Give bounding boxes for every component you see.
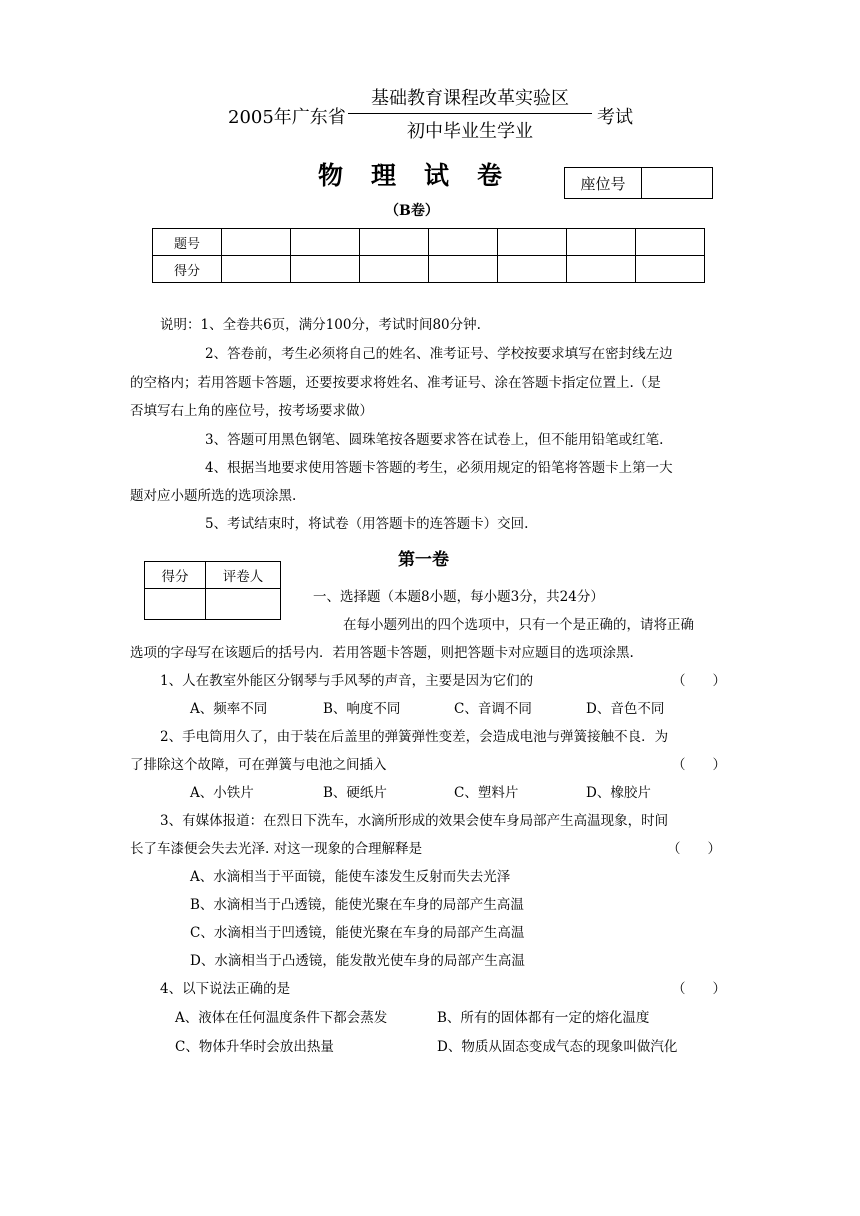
score-table xyxy=(152,228,705,283)
question-stem: 了排除这个故障，可在弹簧与电池之间插入 xyxy=(130,757,387,773)
instruction-line: 的空格内；若用答题卡答题，还要按要求将姓名、准考证号、涂在答题卡指定位置上.（是 xyxy=(130,375,661,391)
option-d: D、水滴相当于凸透镜，能发散光使车身的局部产生高温 xyxy=(190,953,525,969)
score-cell[interactable] xyxy=(498,256,567,283)
score-cell[interactable] xyxy=(498,229,567,256)
instruction-line: 否填写右上角的座位号，按考场要求做） xyxy=(130,403,373,419)
question-stem: 长了车漆便会失去光泽. 对这一现象的合理解释是 xyxy=(130,841,423,857)
seat-number-box xyxy=(564,167,713,199)
question-stem: 1、人在教室外能区分钢琴与手风琴的声音，主要是因为它们的 xyxy=(160,673,534,689)
section-heading: 一、选择题（本题8小题，每小题3分，共24分） xyxy=(313,589,604,605)
section-desc: 在每小题列出的四个选项中，只有一个是正确的，请将正确 xyxy=(343,617,694,633)
option-a: A、小铁片 xyxy=(190,785,254,801)
instruction-line: 2、答卷前，考生必须将自己的姓名、准考证号、学校按要求填写在密封线左边 xyxy=(205,346,673,362)
table-row xyxy=(153,256,705,283)
instruction-line: 3、答题可用黑色钢笔、圆珠笔按各题要求答在试卷上，但不能用铅笔或红笔. xyxy=(205,432,664,448)
header-suffix: 考试 xyxy=(597,107,633,128)
option-a: A、水滴相当于平面镜，能使车漆发生反射而失去光泽 xyxy=(190,869,511,885)
grader-name-label: 评卷人 xyxy=(206,562,281,589)
score-cell[interactable] xyxy=(222,229,291,256)
answer-parens[interactable]: （ ） xyxy=(667,841,721,857)
score-cell[interactable] xyxy=(636,229,705,256)
score-row-label: 题号 xyxy=(153,229,222,256)
page-title: 物理试卷 xyxy=(318,161,531,190)
score-cell[interactable] xyxy=(429,229,498,256)
option-c: C、物体升华时会放出热量 xyxy=(175,1039,334,1055)
option-c: C、塑料片 xyxy=(454,785,519,801)
answer-parens[interactable]: （ ） xyxy=(672,981,726,997)
fraction-top: 基础教育课程改革实验区 xyxy=(371,88,569,109)
table-row xyxy=(145,589,281,620)
option-b: B、所有的固体都有一定的熔化温度 xyxy=(437,1010,650,1026)
answer-parens[interactable]: （ ） xyxy=(672,673,726,689)
paper-version: （B卷） xyxy=(385,203,439,219)
score-cell[interactable] xyxy=(291,229,360,256)
instruction-line: 4、根据当地要求使用答题卡答题的考生，必须用规定的铅笔将答题卡上第一大 xyxy=(205,460,673,476)
score-cell[interactable] xyxy=(222,256,291,283)
seat-number-label: 座位号 xyxy=(565,168,642,199)
header-prefix: 2005年广东省 xyxy=(228,107,346,128)
score-cell[interactable] xyxy=(291,256,360,283)
score-cell[interactable] xyxy=(360,229,429,256)
option-d: D、音色不同 xyxy=(586,701,665,717)
option-b: B、硬纸片 xyxy=(323,785,387,801)
grader-table xyxy=(144,561,281,620)
score-cell[interactable] xyxy=(429,256,498,283)
option-a: A、液体在任何温度条件下都会蒸发 xyxy=(175,1010,388,1026)
option-b: B、响度不同 xyxy=(323,701,401,717)
question-stem: 4、以下说法正确的是 xyxy=(160,981,291,997)
grader-score-field[interactable] xyxy=(145,589,206,620)
table-row xyxy=(145,562,281,589)
header-fraction xyxy=(348,84,592,143)
option-a: A、频率不同 xyxy=(190,701,268,717)
score-cell[interactable] xyxy=(567,229,636,256)
section-desc: 选项的字母写在该题后的括号内．若用答题卡答题，则把答题卡对应题目的选项涂黑. xyxy=(130,645,634,661)
section-title: 第一卷 xyxy=(398,550,449,570)
instruction-line: 题对应小题所选的选项涂黑. xyxy=(130,488,297,504)
score-cell[interactable] xyxy=(567,256,636,283)
score-cell[interactable] xyxy=(360,256,429,283)
score-cell[interactable] xyxy=(636,256,705,283)
score-row-label: 得分 xyxy=(153,256,222,283)
option-d: D、橡胶片 xyxy=(586,785,651,801)
option-d: D、物质从固态变成气态的现象叫做汽化 xyxy=(437,1039,678,1055)
fraction-bottom: 初中毕业生学业 xyxy=(348,113,592,143)
option-b: B、水滴相当于凸透镜，能使光聚在车身的局部产生高温 xyxy=(190,897,524,913)
instruction-line: 5、考试结束时，将试卷（用答题卡的连答题卡）交回. xyxy=(205,516,529,532)
option-c: C、水滴相当于凹透镜，能使光聚在车身的局部产生高温 xyxy=(190,925,525,941)
table-row xyxy=(153,229,705,256)
question-stem: 2、手电筒用久了，由于装在后盖里的弹簧弹性变差，会造成电池与弹簧接触不良．为 xyxy=(160,729,669,745)
answer-parens[interactable]: （ ） xyxy=(672,757,726,773)
grader-name-field[interactable] xyxy=(206,589,281,620)
instruction-line: 说明：1、全卷共6页，满分100分，考试时间80分钟. xyxy=(160,317,481,333)
option-c: C、音调不同 xyxy=(454,701,532,717)
question-stem: 3、有媒体报道：在烈日下洗车，水滴所形成的效果会使车身局部产生高温现象，时间 xyxy=(160,813,669,829)
grader-score-label: 得分 xyxy=(145,562,206,589)
seat-number-field[interactable] xyxy=(642,168,713,199)
